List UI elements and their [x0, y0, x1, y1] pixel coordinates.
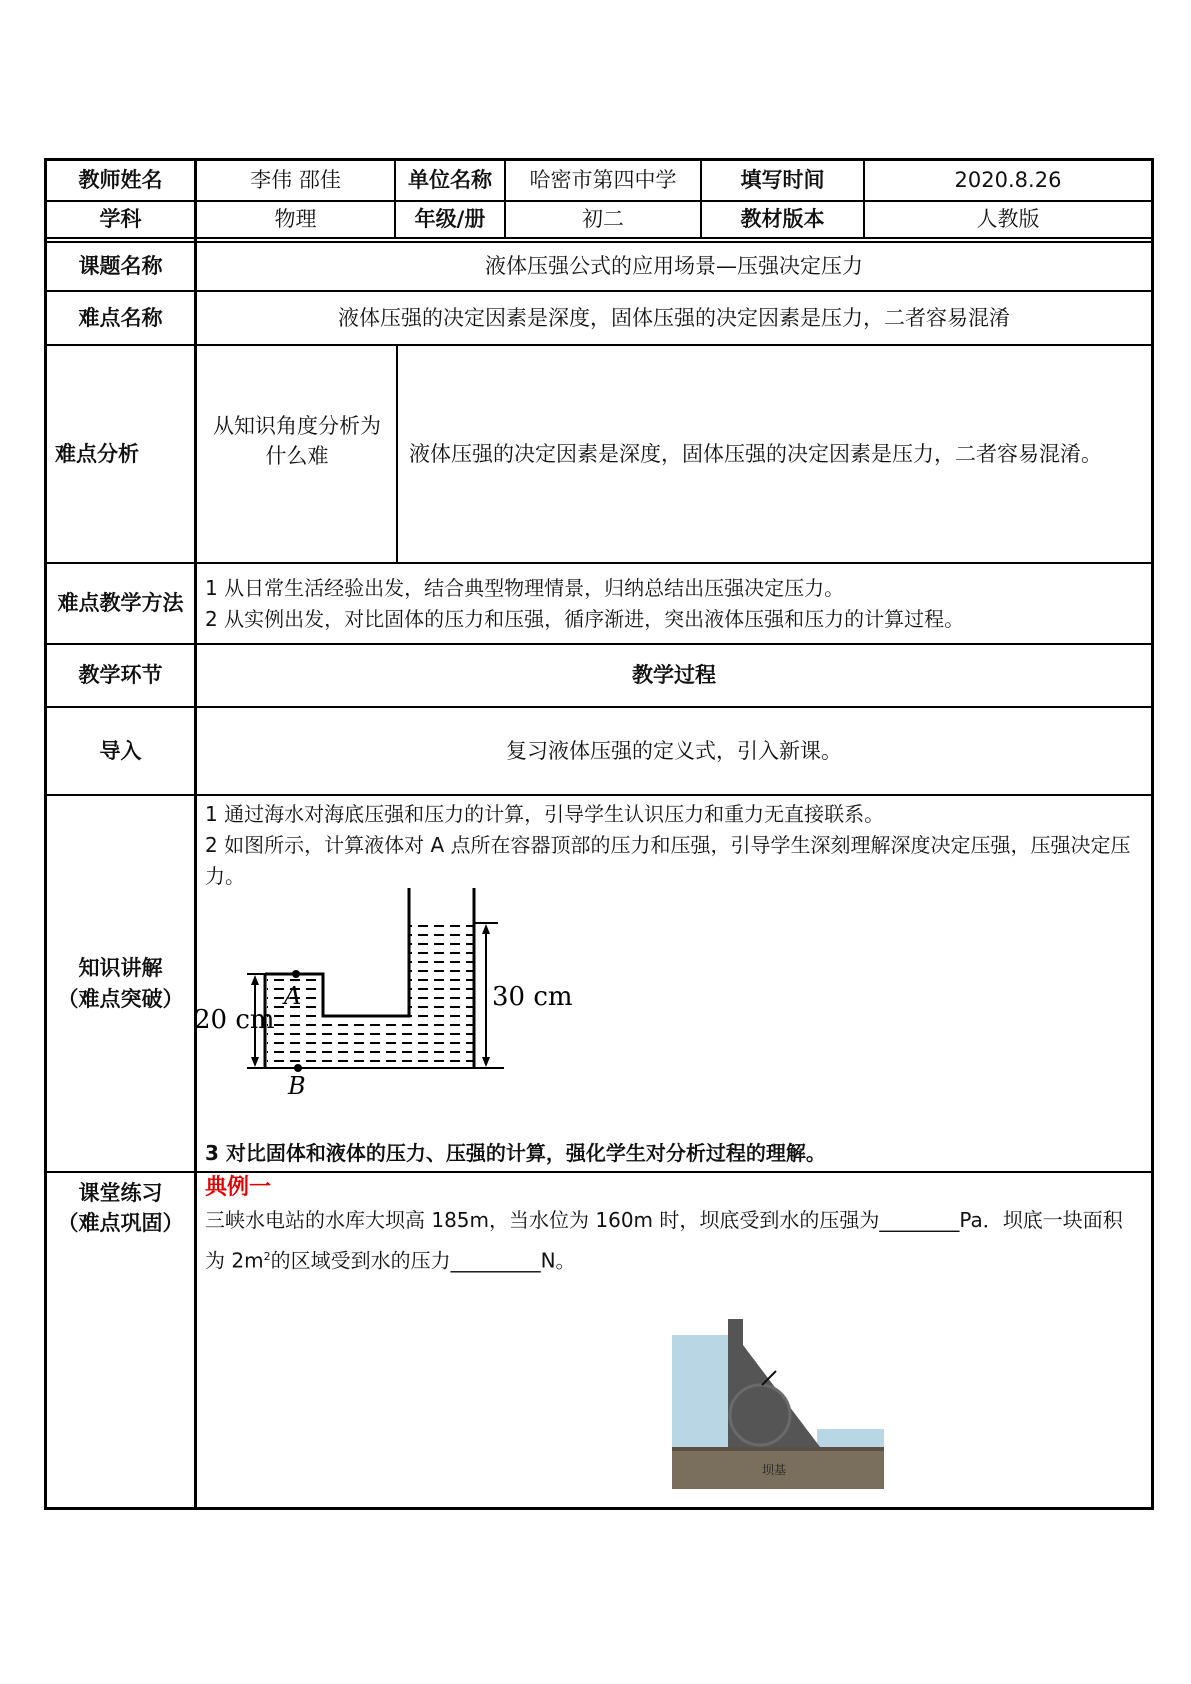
knowledge-item: 2 如图所示，计算液体对 A 点所在容器顶部的压力和压强，引导学生深刻理解深度决定压强，压强决定压力。: [205, 833, 1131, 888]
topic-value: 液体压强公式的应用场景—压强决定压力: [485, 254, 863, 279]
practice-label-line1: 课堂练习: [78, 1180, 163, 1205]
grade-label: 年级/册: [414, 207, 486, 232]
container-figure: [192, 886, 612, 1116]
analysis-value: 液体压强的决定因素是深度，固体压强的决定因素是压力，二者容易混淆。: [409, 441, 1102, 466]
analysis-sub-label: 从知识角度分析为什么难: [213, 413, 381, 468]
knowledge-label-line1: 知识讲解: [78, 956, 163, 981]
question-line2-sup: 2: [263, 1250, 271, 1263]
row-divider: [47, 237, 1151, 239]
edition-label: 教材版本: [740, 207, 825, 232]
question-line2-prefix: 为 2m: [205, 1248, 264, 1273]
method-item: 2 从实例出发，对比固体的压力和压强，循序渐进，突出液体压强和压力的计算过程。: [205, 606, 965, 631]
column-divider: [194, 161, 197, 1507]
question-line2-suffix: 的区域受到水的压力_________N。: [270, 1248, 576, 1273]
column-divider: [396, 344, 398, 563]
topic-label: 课题名称: [78, 254, 163, 279]
teaching-step-header: 教学环节: [78, 663, 163, 688]
point-b: [294, 1064, 302, 1072]
point-a: [292, 970, 300, 978]
row-divider: [47, 794, 1151, 796]
unit-value: 哈密市第四中学: [529, 168, 677, 193]
date-label: 填写时间: [740, 168, 825, 193]
edition-value: 人教版: [976, 207, 1040, 232]
height-right-label: 30 cm: [492, 982, 573, 1012]
knowledge-item-3: 3 对比固体和液体的压力、压强的计算，强化学生对分析过程的理解。: [205, 1141, 826, 1165]
ground-surface: [672, 1447, 884, 1451]
analysis-label: 难点分析: [55, 441, 139, 466]
dam-figure: [672, 1309, 884, 1489]
difficulty-value: 液体压强的决定因素是深度，固体压强的决定因素是压力，二者容易混淆: [338, 305, 1010, 330]
date-value: 2020.8.26: [954, 168, 1062, 193]
arrow-up-icon: [482, 924, 490, 934]
height-left-label: 20 cm: [194, 1005, 275, 1035]
unit-label: 单位名称: [408, 168, 492, 193]
knowledge-item: 1 通过海水对海底压强和压力的计算，引导学生认识压力和重力无直接联系。: [205, 802, 885, 826]
arrow-down-icon: [482, 1057, 490, 1067]
example-title: 典例一: [205, 1175, 272, 1200]
method-label: 难点教学方法: [57, 591, 184, 616]
teaching-process-header: 教学过程: [632, 663, 716, 688]
dam-foundation-label: 坝基: [762, 1463, 787, 1477]
method-list: [205, 564, 1145, 643]
intro-label: 导入: [99, 738, 142, 763]
reservoir-water: [672, 1335, 734, 1447]
practice-label: [47, 1173, 194, 1243]
teacher-value: 李伟 邵佳: [250, 168, 341, 193]
label-a: A: [284, 982, 302, 1010]
subject-value: 物理: [274, 207, 317, 232]
lesson-plan-table: [44, 158, 1154, 1510]
question-line1: 三峡水电站的水库大坝高 185m，当水位为 160m 时，坝底受到水的压强为________Pa．坝底一块面积: [205, 1208, 1123, 1232]
grade-value: 初二: [582, 207, 624, 232]
arrow-down-icon: [251, 1057, 259, 1067]
knowledge-label-line2: （难点突破）: [57, 986, 184, 1011]
difficulty-label: 难点名称: [78, 305, 163, 330]
method-item: 1 从日常生活经验出发，结合典型物理情景，归纳总结出压强决定压力。: [205, 575, 845, 600]
knowledge-text: [205, 799, 1145, 892]
intro-value: 复习液体压强的定义式，引入新课。: [506, 738, 842, 763]
knowledge-label: [47, 796, 194, 1171]
downstream-water: [817, 1429, 884, 1447]
arrow-up-icon: [251, 975, 259, 985]
practice-text: [205, 1173, 1145, 1281]
subject-label: 学科: [99, 207, 142, 232]
practice-label-line2: （难点巩固）: [57, 1211, 184, 1235]
label-b: B: [288, 1072, 306, 1100]
teacher-label: 教师姓名: [78, 168, 163, 193]
question-line2: [205, 1237, 1145, 1281]
